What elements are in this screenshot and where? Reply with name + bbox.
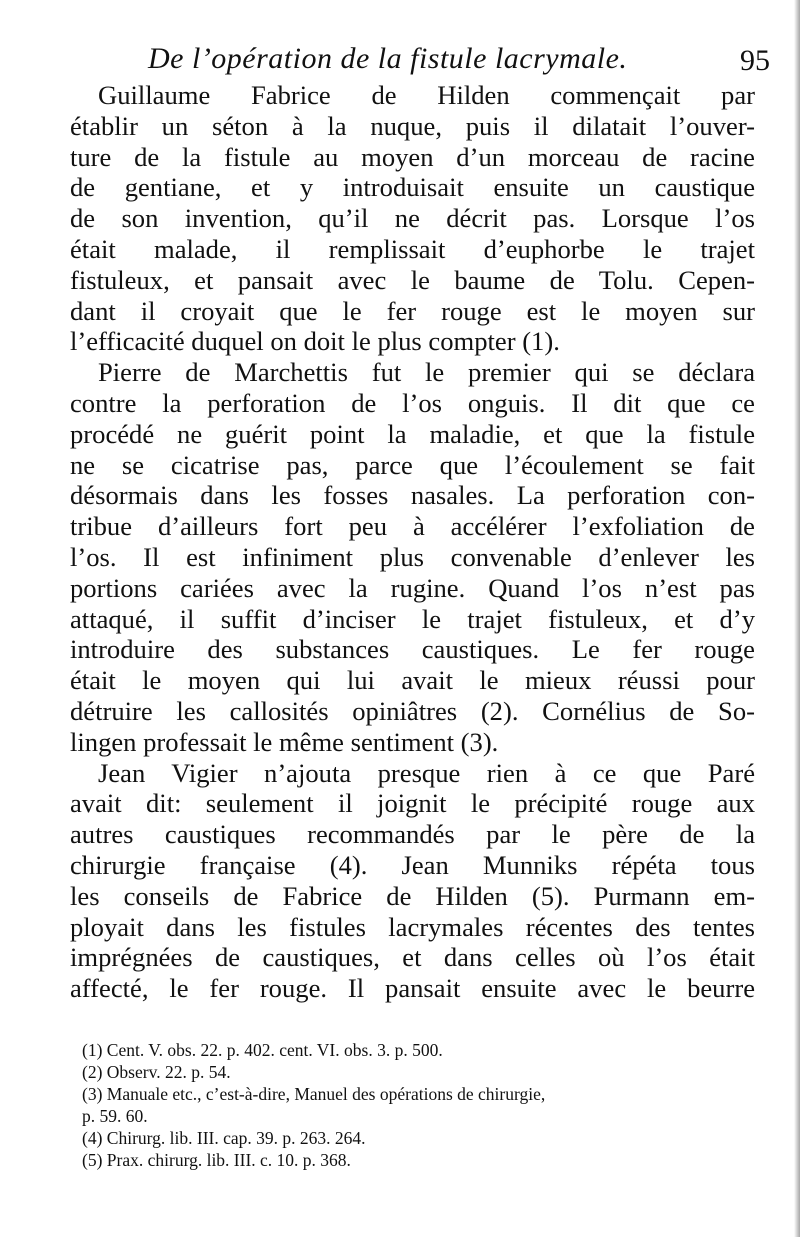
text-line: l’efficacité duquel on doit le plus compter (1). (70, 326, 560, 357)
text-line: était malade, il remplissait d’euphorbe le trajet (70, 233, 755, 264)
page-edge-shadow (794, 0, 800, 1237)
text-line: procédé ne guérit point la maladie, et que la fistule (70, 418, 755, 449)
footnote-text: Observ. 22. p. 54. (106, 1062, 231, 1082)
text-line: détruire les callosités opiniâtres (2). Cornélius de So- (70, 695, 755, 726)
text-line: de son invention, qu’il ne décrit pas. Lorsque l’os (70, 203, 755, 234)
footnote-mark: (4) (82, 1128, 103, 1148)
footnote-text: Chirurg. lib. III. cap. 39. p. 263. 264. (106, 1128, 366, 1148)
text-line: Pierre de Marchettis fut le premier qui se déclara (98, 357, 755, 388)
text-line: imprégnées de caustiques, et dans celles où l’os était (70, 942, 755, 973)
text-line: chirurgie française (4). Jean Munniks répéta tous (70, 849, 755, 880)
footnote-text: Prax. chirurg. lib. III. c. 10. p. 368. (106, 1150, 351, 1170)
text-line: était le moyen qui lui avait le mieux réussi pour (70, 665, 755, 696)
text-line: affecté, le fer rouge. Il pansait ensuite avec le beurre (70, 973, 755, 1004)
text-line: l’os. Il est infiniment plus convenable d’enlever les (70, 541, 755, 572)
text-line: tribue d’ailleurs fort peu à accélérer l’exfoliation de (70, 511, 755, 542)
text-line: contre la perforation de l’os onguis. Il dit que ce (70, 387, 755, 418)
page-number: 95 (740, 44, 770, 77)
footnote (82, 1039, 772, 1061)
text-line: autres caustiques recommandés par le père de la (70, 819, 755, 850)
text-line: ployait dans les fistules lacrymales récentes des tentes (70, 911, 755, 942)
text-line: fistuleux, et pansait avec le baume de Tolu. Cepen- (70, 264, 755, 295)
text-line: désormais dans les fosses nasales. La perforation con- (70, 480, 755, 511)
footnote (82, 1127, 772, 1149)
running-title: De l’opération de la fistule lacrymale. (148, 42, 628, 75)
footnote-text: Manuale etc., c’est-à-dire, Manuel des opérations de chirurgie, (106, 1084, 546, 1104)
footnote-mark: (5) (82, 1150, 103, 1170)
footnote-continuation (82, 1105, 772, 1127)
text-line: attaqué, il suffit d’inciser le trajet fistuleux, et d’y (70, 603, 755, 634)
footnote (82, 1149, 772, 1171)
footnote-mark: (3) (82, 1084, 103, 1104)
footnote-text: Cent. V. obs. 22. p. 402. cent. VI. obs. 3. p. 500. (106, 1040, 443, 1060)
text-line: ture de la fistule au moyen d’un morceau de racine (70, 141, 755, 172)
text-line: établir un séton à la nuque, puis il dilatait l’ouver- (70, 110, 755, 141)
text-line: les conseils de Fabrice de Hilden (5). Purmann em- (70, 880, 755, 911)
text-line: introduire des substances caustiques. Le fer rouge (70, 634, 755, 665)
text-line: ne se cicatrise pas, parce que l’écoulement se fait (70, 449, 755, 480)
text-line: dant il croyait que le fer rouge est le moyen sur (70, 295, 755, 326)
text-line: avait dit: seulement il joignit le précipité rouge aux (70, 788, 755, 819)
body-text (70, 80, 755, 1004)
footnote (82, 1083, 772, 1105)
footnote-mark: (2) (82, 1062, 103, 1082)
page-header (70, 42, 770, 82)
text-line: Guillaume Fabrice de Hilden commençait par (98, 80, 755, 110)
footnotes (82, 1039, 772, 1171)
text-line: de gentiane, et y introduisait ensuite un caustique (70, 172, 755, 203)
footnote-mark: (1) (82, 1040, 103, 1060)
text-line: lingen professait le même sentiment (3). (70, 726, 499, 757)
text-line: Jean Vigier n’ajouta presque rien à ce que Paré (98, 757, 755, 788)
text-line: portions cariées avec la rugine. Quand l’os n’est pas (70, 572, 755, 603)
footnote (82, 1061, 772, 1083)
footnote-text: p. 59. 60. (82, 1106, 148, 1126)
